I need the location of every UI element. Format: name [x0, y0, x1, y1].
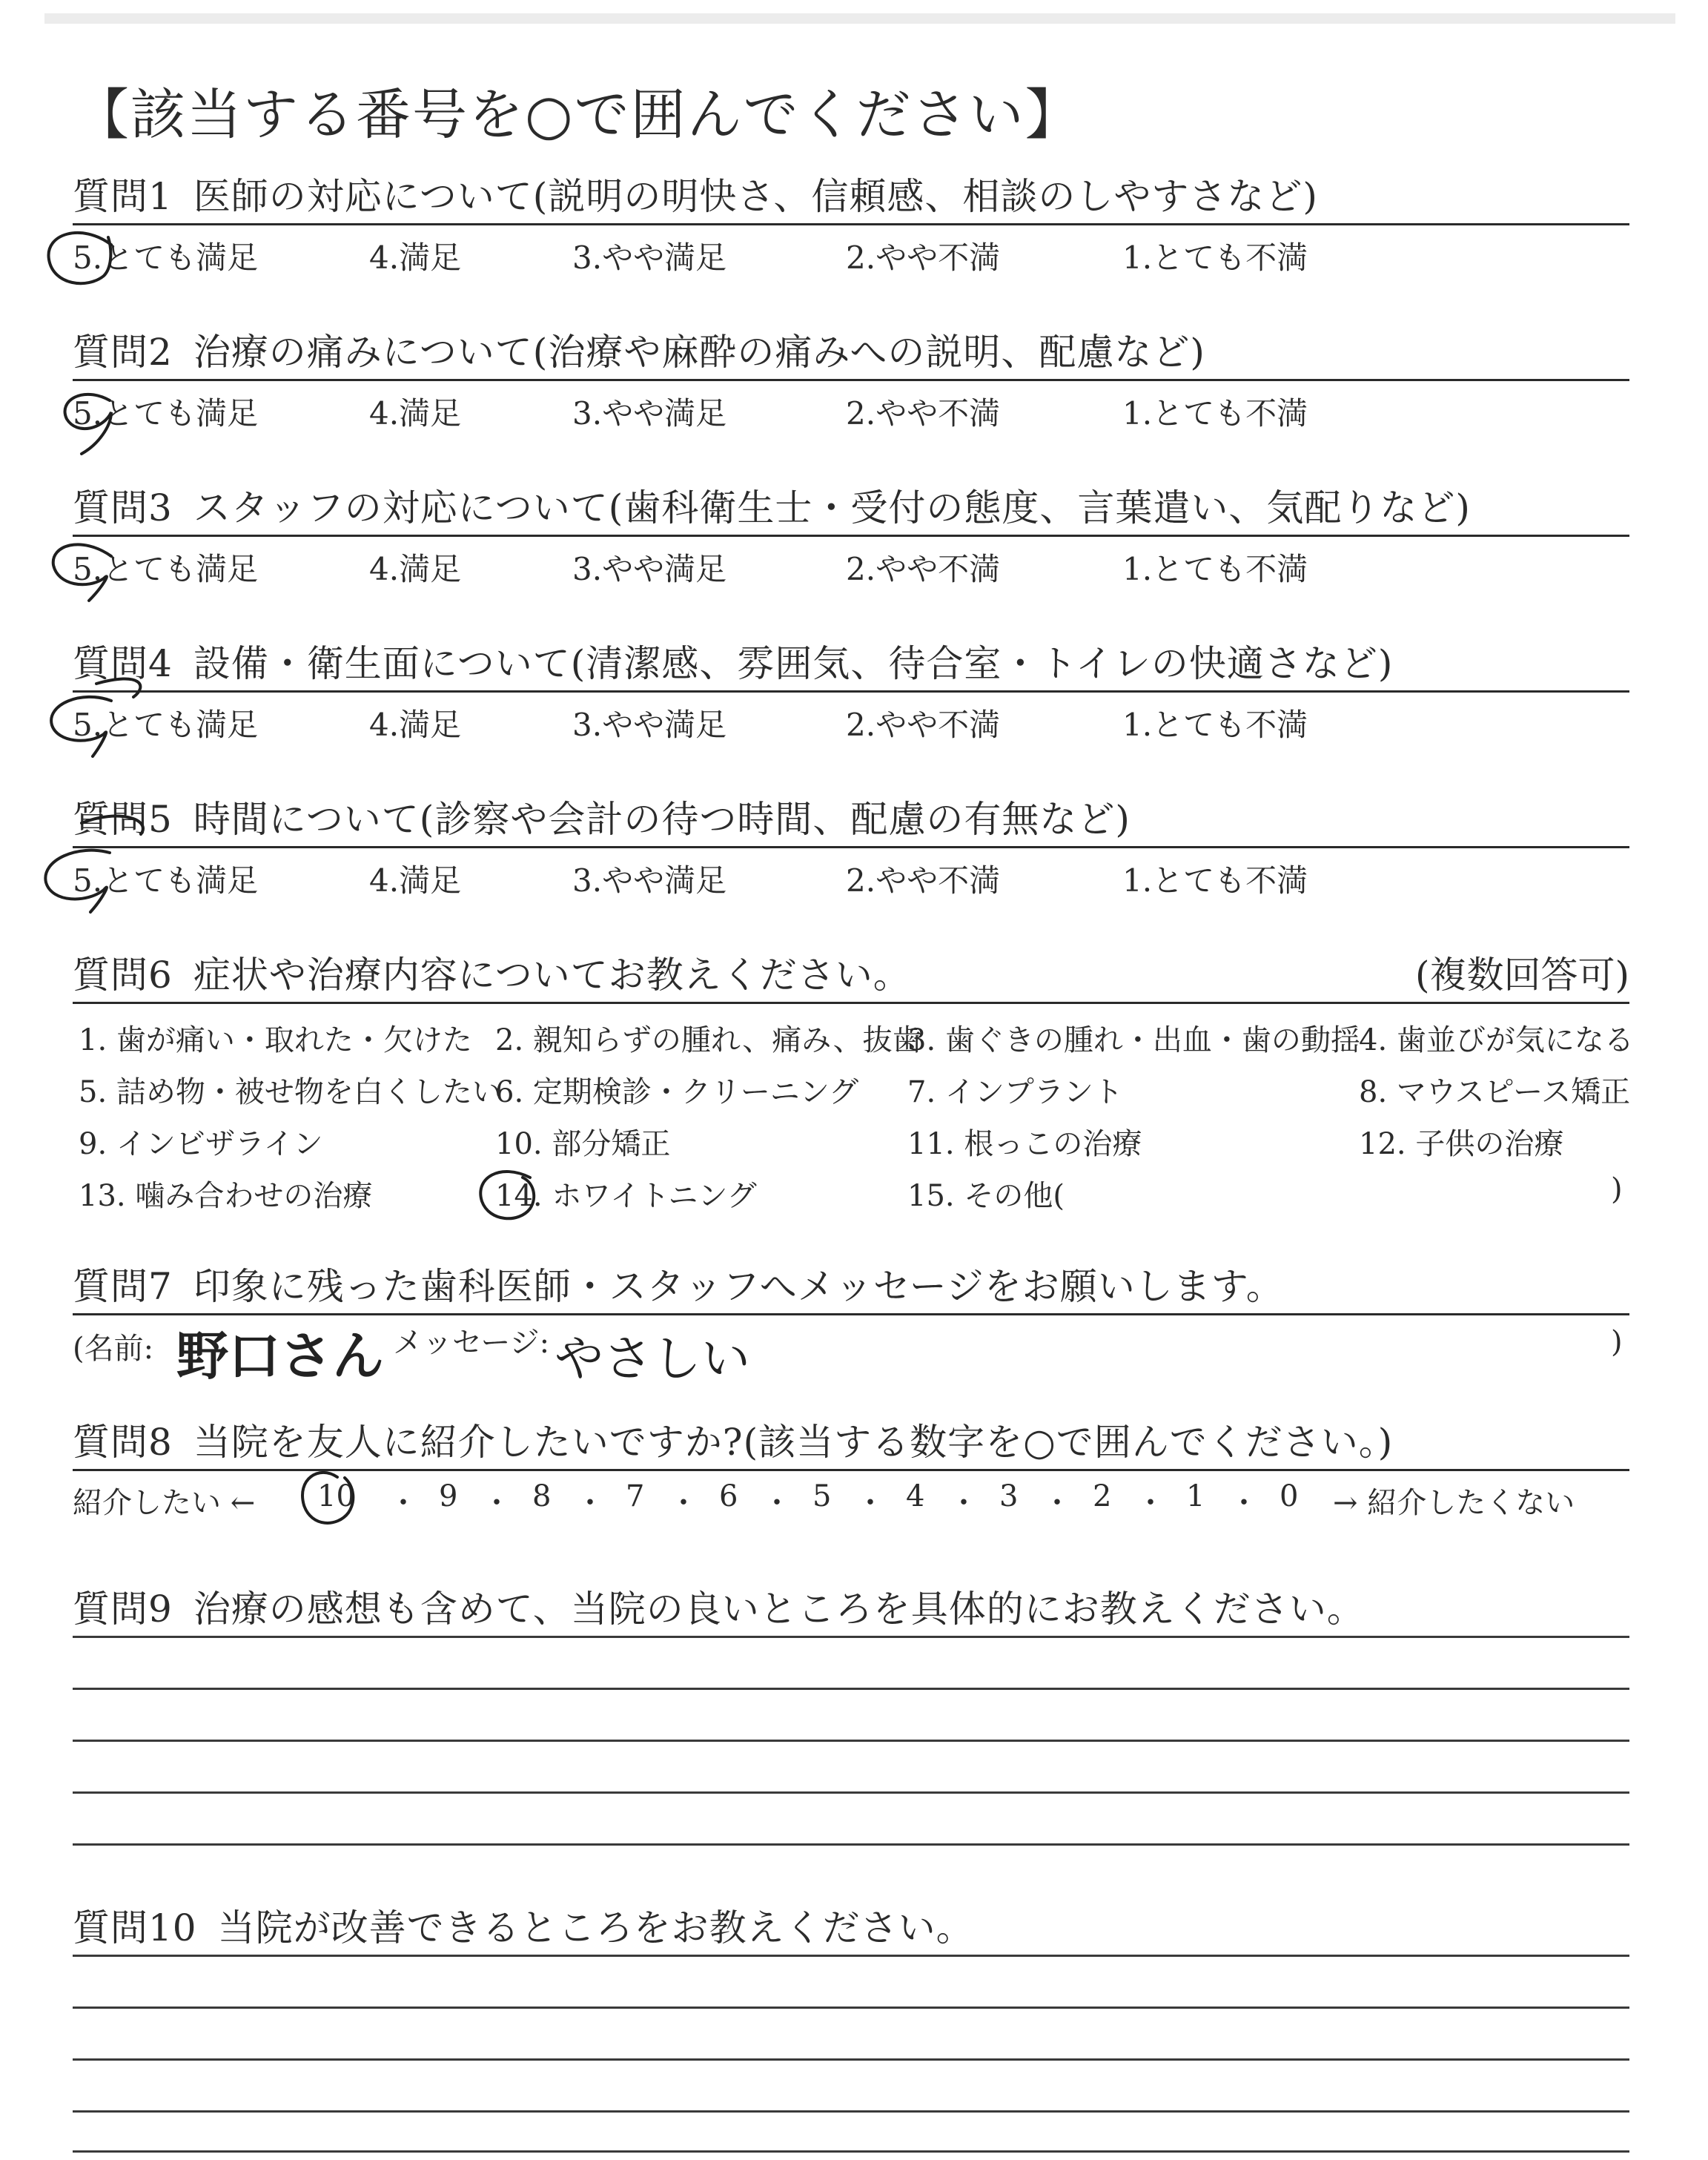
scale-5[interactable]: 5: [812, 1479, 832, 1513]
option-2[interactable]: 2.やや不満: [846, 240, 1001, 276]
question-rule: [73, 1002, 1629, 1004]
handwritten-name[interactable]: 野口さん: [176, 1326, 384, 1387]
treatment-choices: [73, 1017, 1634, 1232]
scale-dot: ・: [1042, 1486, 1072, 1520]
choice-9[interactable]: 9. インビザライン: [79, 1127, 323, 1161]
question-text: 治療の痛みについて(治療や麻酔の痛みへの説明、配慮など): [193, 331, 1205, 374]
page-title: 【該当する番号を○で囲んでください】: [74, 83, 1082, 147]
question-text: スタッフの対応について(歯科衛生士・受付の態度、言葉遣い、気配りなど): [193, 486, 1471, 529]
question-label: 質問6: [73, 954, 173, 997]
scale-dot: ・: [669, 1486, 698, 1520]
recommend-scale: [73, 1475, 1629, 1527]
scale-8[interactable]: 8: [532, 1479, 552, 1513]
option-3[interactable]: 3.やや満足: [572, 395, 727, 432]
rating-options: [73, 852, 1629, 899]
question-3: [73, 478, 1629, 585]
question-5: [73, 790, 1629, 899]
choice-15[interactable]: 15. その他(: [907, 1179, 1065, 1213]
choice-1[interactable]: 1. 歯が痛い・取れた・欠けた: [79, 1023, 472, 1057]
scale-dot: ・: [1229, 1486, 1259, 1520]
question-2-header: [73, 323, 1629, 379]
choice-6[interactable]: 6. 定期検診・クリーニング: [495, 1075, 859, 1109]
choice-14[interactable]: 14. ホワイトニング: [495, 1179, 757, 1213]
question-text: 症状や治療内容についてお教えください。: [193, 954, 911, 997]
option-2[interactable]: 2.やや不満: [846, 707, 1001, 743]
scale-9[interactable]: 9: [439, 1479, 458, 1513]
answer-line[interactable]: [73, 1740, 1629, 1742]
answer-line[interactable]: [73, 1955, 1629, 1957]
handwritten-message[interactable]: やさしい: [555, 1330, 750, 1387]
question-label: 質問7: [73, 1265, 173, 1308]
question-8: [73, 1413, 1629, 1527]
rating-options: [73, 385, 1629, 432]
choice-5[interactable]: 5. 詰め物・被せ物を白くしたい: [79, 1075, 502, 1109]
question-rule: [73, 846, 1629, 848]
option-1[interactable]: 1.とても不満: [1122, 707, 1308, 743]
scale-left-label: 紹介したい ←: [73, 1486, 256, 1520]
scale-10[interactable]: 10: [317, 1479, 355, 1513]
choice-3[interactable]: 3. 歯ぐきの腫れ・出血・歯の動揺: [907, 1023, 1360, 1057]
answer-line[interactable]: [73, 2110, 1629, 2113]
choice-13[interactable]: 13. 噛み合わせの治療: [79, 1179, 373, 1213]
question-label: 質問9: [73, 1588, 173, 1631]
scale-1[interactable]: 1: [1186, 1479, 1205, 1513]
question-text: 印象に残った歯科医師・スタッフへメッセージをお願いします。: [193, 1265, 1284, 1308]
question-text: 当院を友人に紹介したいですか?(該当する数字を○で囲んでください。): [193, 1421, 1394, 1464]
question-1-header: [73, 167, 1629, 223]
answer-line[interactable]: [73, 1791, 1629, 1794]
question-label: 質問4: [73, 642, 173, 685]
question-7-header: [73, 1257, 1629, 1313]
option-3[interactable]: 3.やや満足: [572, 551, 727, 587]
question-rule: [73, 223, 1629, 225]
option-2[interactable]: 2.やや不満: [846, 395, 1001, 432]
question-7: [73, 1257, 1629, 1386]
message-line: [73, 1319, 1629, 1386]
option-3[interactable]: 3.やや満足: [572, 240, 727, 276]
option-4[interactable]: 4.満足: [369, 551, 462, 587]
option-4[interactable]: 4.満足: [369, 240, 462, 276]
question-1: [73, 167, 1629, 274]
option-1[interactable]: 1.とても不満: [1122, 240, 1308, 276]
question-label: 質問2: [73, 331, 173, 374]
scale-0[interactable]: 0: [1280, 1479, 1299, 1513]
question-text: 治療の感想も含めて、当院の良いところを具体的にお教えください。: [193, 1588, 1365, 1631]
question-9: [73, 1579, 1629, 1636]
option-2[interactable]: 2.やや不満: [846, 551, 1001, 587]
name-label: (名前:: [73, 1332, 154, 1366]
question-label: 質問3: [73, 486, 173, 529]
option-5[interactable]: 5.とても満足: [73, 395, 259, 432]
question-rule: [73, 379, 1629, 381]
option-3[interactable]: 3.やや満足: [572, 707, 727, 743]
question-10: [73, 1898, 1629, 1955]
choice-12[interactable]: 12. 子供の治療: [1359, 1127, 1564, 1161]
scale-dot: ・: [388, 1486, 418, 1520]
question-5-header: [73, 790, 1629, 846]
question-rule: [73, 690, 1629, 693]
question-4: [73, 634, 1629, 741]
option-5[interactable]: 5.とても満足: [73, 862, 259, 899]
question-text: 時間について(診察や会計の待つ時間、配慮の有無など): [193, 798, 1131, 841]
scale-dot: ・: [1136, 1486, 1165, 1520]
scale-dot: ・: [482, 1486, 512, 1520]
answer-line[interactable]: [73, 1843, 1629, 1846]
question-text: 当院が改善できるところをお教えください。: [217, 1906, 974, 1949]
answer-line[interactable]: [73, 1636, 1629, 1638]
option-1[interactable]: 1.とても不満: [1122, 551, 1308, 587]
question-rule: [73, 535, 1629, 537]
option-5[interactable]: 5.とても満足: [73, 707, 259, 743]
scale-4[interactable]: 4: [906, 1479, 925, 1513]
scale-dot: ・: [855, 1486, 885, 1520]
question-text: 医師の対応について(説明の明快さ、信頼感、相談のしやすさなど): [193, 175, 1318, 218]
scale-3[interactable]: 3: [999, 1479, 1019, 1513]
answer-line[interactable]: [73, 2058, 1629, 2061]
option-1[interactable]: 1.とても不満: [1122, 395, 1308, 432]
scale-dot: ・: [762, 1486, 792, 1520]
question-6: [73, 945, 1634, 1232]
question-label: 質問8: [73, 1421, 173, 1464]
choice-2[interactable]: 2. 親知らずの腫れ、痛み、抜歯: [495, 1023, 922, 1057]
answer-line[interactable]: [73, 2150, 1629, 2153]
choice-7[interactable]: 7. インプラント: [907, 1075, 1123, 1109]
scale-6[interactable]: 6: [719, 1479, 738, 1513]
question-rule: [73, 1469, 1629, 1471]
question-3-header: [73, 478, 1629, 535]
question-text: 設備・衛生面について(清潔感、雰囲気、待合室・トイレの快適さなど): [193, 642, 1394, 685]
scale-right-label: → 紹介したくない: [1333, 1486, 1575, 1520]
question-2: [73, 323, 1629, 432]
scale-2[interactable]: 2: [1093, 1479, 1112, 1513]
scan-top-edge: [44, 13, 1675, 24]
choice-11[interactable]: 11. 根っこの治療: [907, 1127, 1142, 1161]
option-4[interactable]: 4.満足: [369, 862, 462, 899]
rating-options: [73, 696, 1629, 741]
question-label: 質問5: [73, 798, 173, 841]
option-4[interactable]: 4.満足: [369, 395, 462, 432]
choice-8[interactable]: 8. マウスピース矯正: [1359, 1075, 1631, 1109]
multiple-answers-note: (複数回答可): [1414, 954, 1629, 997]
message-label: メッセージ:: [393, 1326, 550, 1360]
question-8-header: [73, 1413, 1629, 1469]
scale-7[interactable]: 7: [626, 1479, 645, 1513]
message-close-paren: ): [1611, 1325, 1623, 1359]
question-label: 質問10: [73, 1906, 197, 1949]
option-4[interactable]: 4.満足: [369, 707, 462, 743]
question-label: 質問1: [73, 175, 173, 218]
choice-10[interactable]: 10. 部分矯正: [495, 1127, 671, 1161]
option-1[interactable]: 1.とても不満: [1122, 862, 1308, 899]
question-9-header: [73, 1579, 1629, 1636]
answer-line[interactable]: [73, 1688, 1629, 1690]
rating-options: [73, 229, 1629, 274]
question-10-header: [73, 1898, 1629, 1955]
question-4-header: [73, 634, 1629, 690]
question-6-header: [73, 945, 1629, 1002]
scale-dot: ・: [949, 1486, 979, 1520]
option-5[interactable]: 5.とても満足: [73, 240, 259, 276]
other-close-paren: ): [1611, 1172, 1623, 1206]
option-3[interactable]: 3.やや満足: [572, 862, 727, 899]
rating-options: [73, 541, 1629, 585]
option-5[interactable]: 5.とても満足: [73, 551, 259, 587]
answer-line[interactable]: [73, 2007, 1629, 2009]
choice-4[interactable]: 4. 歯並びが気になる: [1359, 1023, 1634, 1057]
scale-dot: ・: [575, 1486, 605, 1520]
option-2[interactable]: 2.やや不満: [846, 862, 1001, 899]
